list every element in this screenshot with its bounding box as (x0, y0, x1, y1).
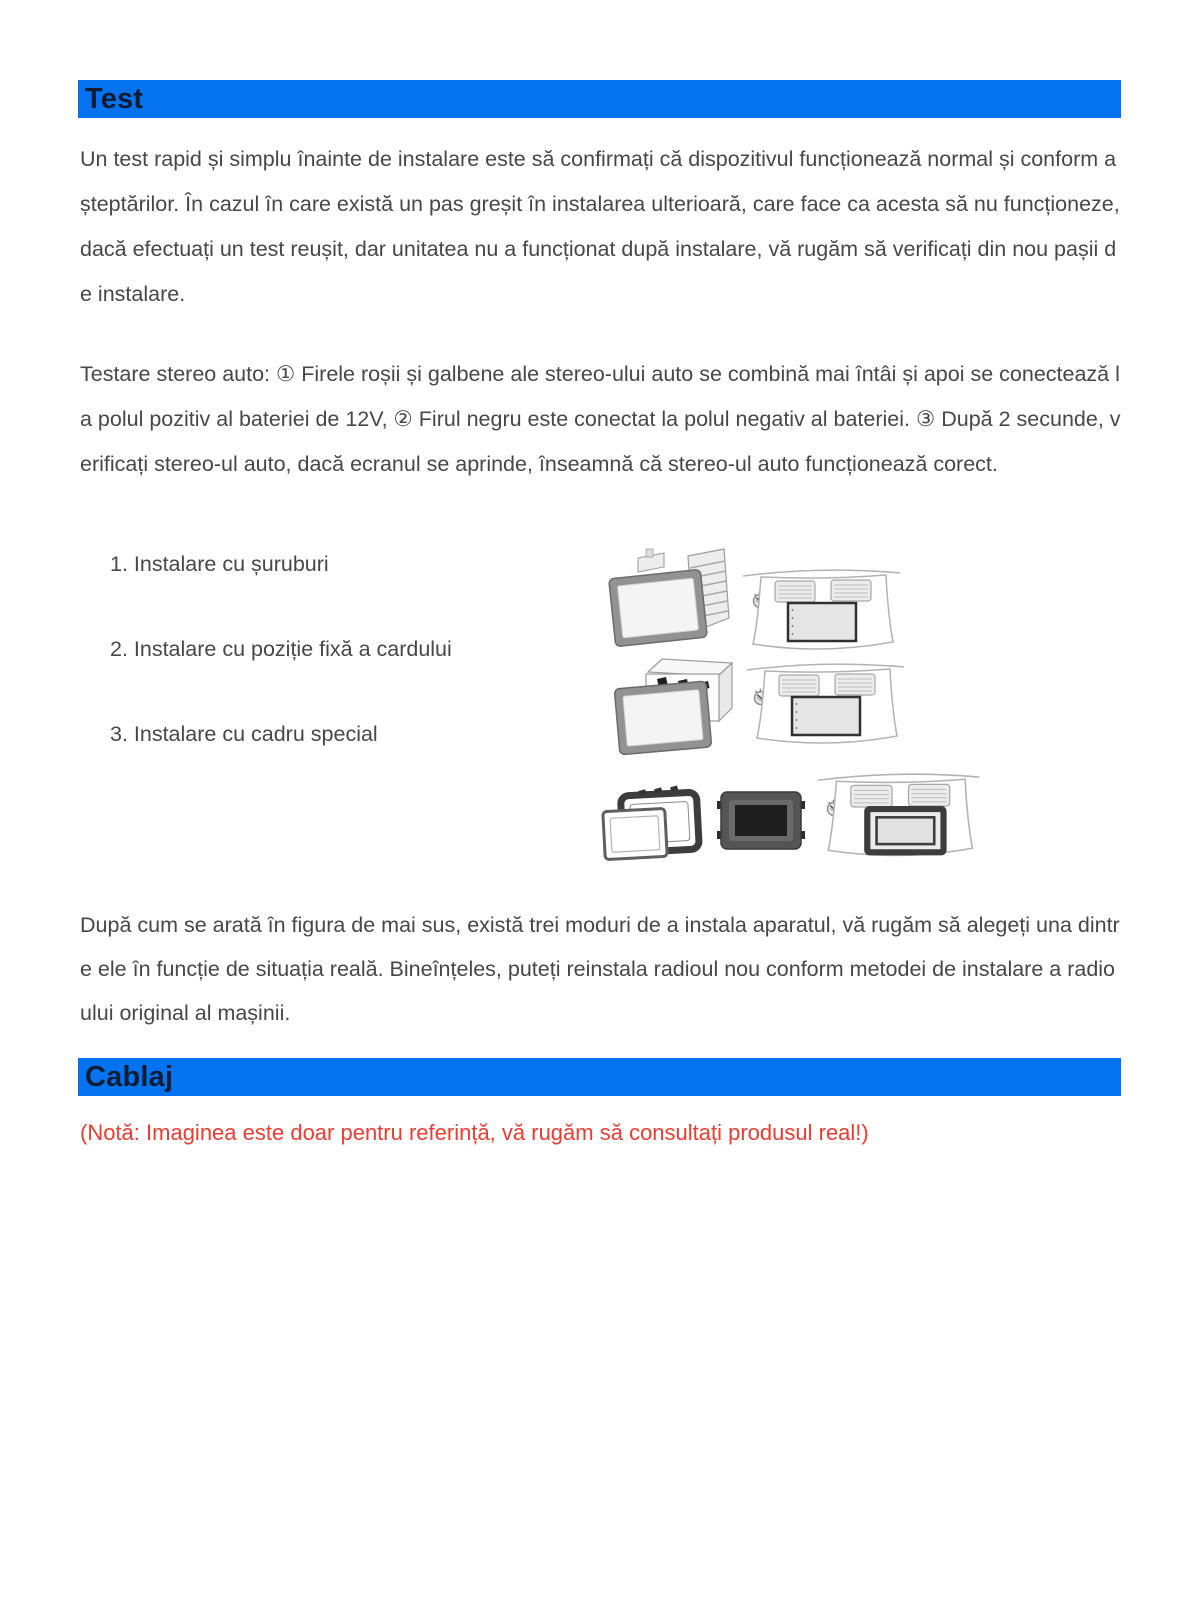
section-header-test (78, 80, 1121, 118)
installation-figure (78, 540, 1122, 890)
section-title-cablaj: Cablaj (85, 1061, 174, 1093)
illustration-install-screws (609, 549, 900, 649)
install-method-1: 1. Instalare cu șuruburi (110, 552, 329, 576)
dashboard-illustration (743, 570, 900, 649)
reference-note: (Notă: Imaginea este doar pentru referință, vă rugăm să consultați produsul real!) (80, 1120, 869, 1145)
install-method-3: 3. Instalare cu cadru special (110, 722, 378, 746)
dashboard-illustration (747, 664, 904, 743)
paragraph-test-intro: Un test rapid și simplu înainte de instalare este să confirmați că dispozitivul funcționează normal și conform așteptărilor. În cazul în care există un pas greșit în instalarea ulterioară, care face ca acesta să nu funcționeze, dacă efectuați un test reușit, dar unitatea nu a funcționat după instalare, vă rugăm să verificați din nou pașii de instalare. (80, 147, 1120, 306)
illustration-install-card (614, 659, 904, 755)
paragraph-install-conclusion: După cum se arată în figura de mai sus, există trei moduri de a instala aparatul, vă rugăm să alegeți una dintre ele în funcție de situația reală. Bineînțeles, puteți reinstala radioul nou conform metodei de instalare a radioului original al mașinii. (80, 913, 1120, 1025)
head-unit-illustration (614, 681, 711, 755)
installation-illustrations (560, 540, 990, 888)
head-unit-illustration (609, 569, 708, 646)
adapter-frame-illustration (717, 792, 805, 849)
section-header-cablaj (78, 1058, 1121, 1096)
illustration-install-frame (603, 774, 980, 859)
paragraph-test-steps: Testare stereo auto: ① Firele roșii și galbene ale stereo-ului auto se combină mai întâi și apoi se conectează la polul pozitiv al bateriei de 12V, ② Firul negru este conectat la polul negativ al bateriei. ③ După 2 secunde, verificați stereo-ul auto, dacă ecranul se aprinde, înseamnă că stereo-ul auto funcționează corect. (80, 362, 1121, 476)
section-title-test: Test (85, 83, 144, 115)
trim-frame-illustration (603, 785, 700, 860)
dashboard-illustration (818, 774, 980, 855)
install-method-2: 2. Instalare cu poziție fixă a cardului (110, 637, 452, 661)
